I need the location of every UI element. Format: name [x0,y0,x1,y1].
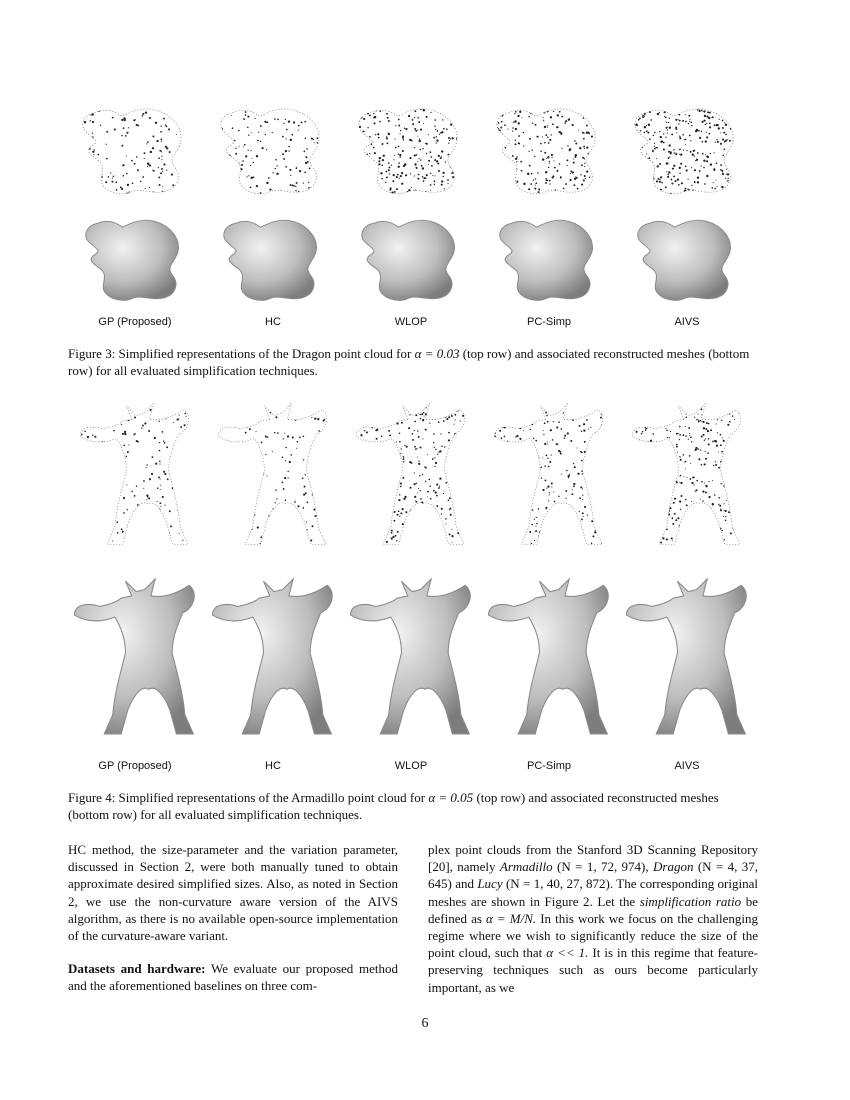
paragraph: HC method, the size-parameter and the variation parameter, discussed in Section 2, were both manually tuned to obtain approximate desired simplified sizes. Also, as noted in Section 2, we use the non-curvature aware version of the AIVS algorithm, as there is no available open-source implementation of the curvature-aware variant. [68,842,398,944]
mesh-image [66,570,204,745]
method-label: WLOP [394,316,428,328]
point-cloud-image [342,400,480,550]
point-cloud-image [66,400,204,550]
right-column [428,841,758,996]
method-label: AIVS [674,316,700,328]
method-label: GP (Proposed) [98,760,172,772]
mesh-image [66,208,204,308]
mesh-image [342,208,480,308]
point-cloud-image [342,96,480,202]
figure4-method-labels [66,760,756,772]
paragraph: plex point clouds from the Stanford 3D Scanning Repository [20], namely Armadillo (N = 1, 72, 974), Dragon (N = 4, 37, 645) and Lucy (N = 1, 40, 27, 872). The corresponding original meshes are shown in Figure 2. Let the simplification ratio be defined as α = M/N. In this work we focus on the challenging regime where we wish to significantly reduce the size of the point cloud, such that α << 1. It is in this regime that feature-preserving techniques such as ours become particularly important, as we [428,842,759,995]
paragraph-heading: Datasets and hardware: [68,961,206,977]
method-label: PC-Simp [526,316,571,328]
figure3-mesh-row [66,208,756,308]
method-label: WLOP [394,760,428,772]
mesh-image [480,570,618,745]
figure4-pointcloud-row [66,400,756,550]
paragraph: Datasets and hardware: We evaluate our proposed method and the aforementioned baselines on three com- [68,961,398,994]
method-label: HC [265,316,281,328]
point-cloud-image [204,400,342,550]
point-cloud-image [66,96,204,202]
method-label: GP (Proposed) [98,316,172,328]
dataset-name: Lucy [477,876,503,892]
figure4-caption: Figure 4: Simplified representations of the Armadillo point cloud for α = 0.05 (top row) and associated reconstructed meshes (bottom row) for all evaluated simplification techniques. [68,790,719,822]
mesh-image [618,208,756,308]
dataset-name: Dragon [653,859,694,875]
point-cloud-image [480,96,618,202]
page-number: 6 [421,1016,429,1031]
method-label: HC [265,760,281,772]
mesh-image [204,208,342,308]
point-cloud-image [480,400,618,550]
figure4-mesh-row [66,570,756,745]
dataset-name: Armadillo [499,859,553,875]
left-column [68,841,398,995]
mesh-image [480,208,618,308]
point-cloud-image [618,96,756,202]
figure3-method-labels [66,316,756,328]
method-label: AIVS [674,760,700,772]
point-cloud-image [204,96,342,202]
mesh-image [618,570,756,745]
figure3-pointcloud-row [66,96,756,202]
figure3-caption: Figure 3: Simplified representations of the Dragon point cloud for α = 0.03 (top row) and associated reconstructed meshes (bottom row) for all evaluated simplification techniques. [68,346,750,378]
term: simplification ratio [639,893,742,909]
mesh-image [342,570,480,745]
method-label: PC-Simp [526,760,571,772]
point-cloud-image [618,400,756,550]
mesh-image [204,570,342,745]
